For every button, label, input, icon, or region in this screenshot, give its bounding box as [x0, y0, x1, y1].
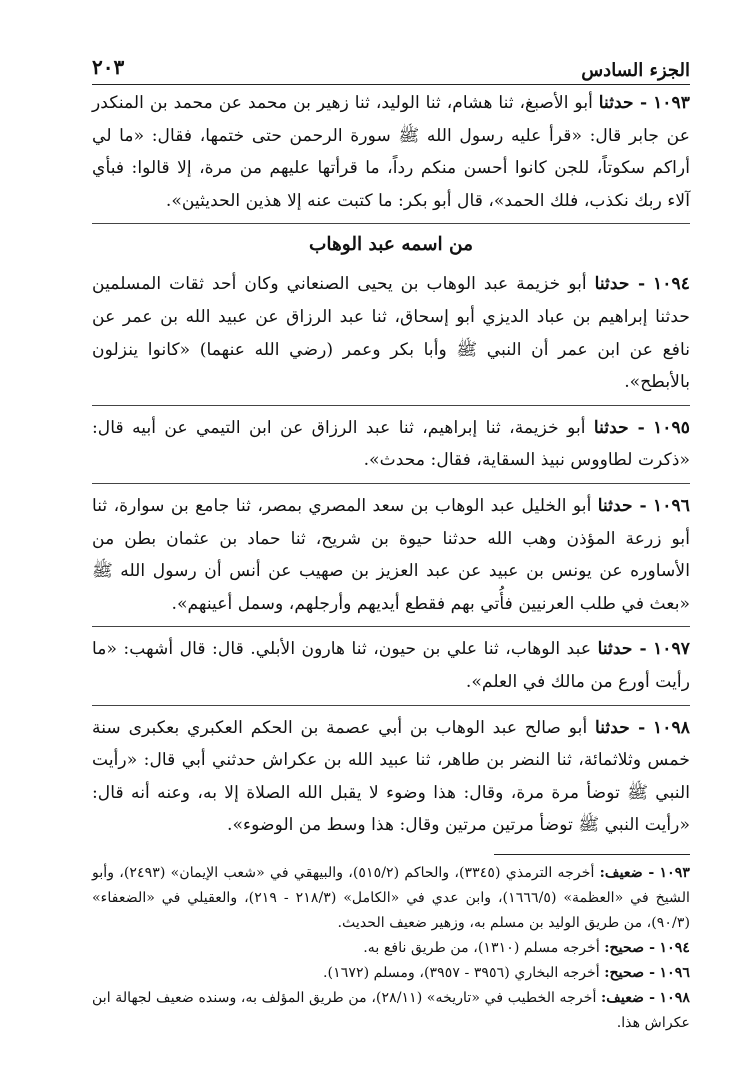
volume-title: الجزء السادس — [581, 60, 690, 81]
hadith-lead: حدثنا — [593, 417, 629, 438]
footnote-grade: ضعيف: — [599, 864, 643, 881]
hadith-lead: حدثنا — [597, 495, 633, 516]
page-number: ٢٠٣ — [92, 55, 125, 79]
hadith-1097: ١٠٩٧ - حدثنا عبد الوهاب، ثنا علي بن حيون، ثنا هارون الأبلي. قال: قال أشهب: «ما رأيت أورع من مالك في العلم». — [92, 627, 690, 705]
footnote-text: أخرجه البخاري (٣٩٥٦ - ٣٩٥٧)، ومسلم (١٦٧٢). — [323, 964, 600, 981]
hadith-number: ١٠٩٥ — [653, 417, 691, 438]
hadith-number: ١٠٩٧ — [653, 639, 690, 660]
hadith-lead: حدثنا — [598, 93, 634, 113]
hadith-number: ١٠٩٦ — [653, 495, 690, 516]
hadith-1096: ١٠٩٦ - حدثنا أبو الخليل عبد الوهاب بن سعد المصري بمصر، ثنا جامع بن سوارة، ثنا أبو زرعة المؤذن وهب الله حدثنا حيوة بن شريح، ثنا حماد بن عثمان بطن من الأساوره عن يونس بن عبيد عن عبد العزيز بن صهيب عن أنس أن رسول الله ﷺ «بعث في طلب العرنيين فأُتي بهم فقطع أيديهم وأرجلهم، وسمل أعينهم». — [92, 484, 690, 627]
hadith-lead: حدثنا — [597, 639, 633, 660]
hadith-text: أبو الخليل عبد الوهاب بن سعد المصري بمصر، ثنا جامع بن سوارة، ثنا أبو زرعة المؤذن وهب الله حدثنا حيوة بن شريح، ثنا حماد بن عثمان بطن من الأساوره عن يونس بن عبيد عن عبد العزيز بن صهيب عن أنس أن رسول الله ﷺ «بعث في طلب العرنيين فأُتي بهم فقطع أيديهم وأرجلهم، وسمل أعينهم». — [92, 495, 690, 614]
hadith-number: ١٠٩٤ — [653, 274, 690, 295]
hadith-text: عبد الوهاب، ثنا علي بن حيون، ثنا هارون الأبلي. قال: قال أشهب: «ما رأيت أورع من مالك في العلم». — [92, 639, 690, 692]
footnote-grade: ضعيف: — [600, 989, 645, 1006]
hadith-1098: ١٠٩٨ - حدثنا أبو صالح عبد الوهاب بن أبي عصمة بن الحكم العكبري بعكبرى سنة خمس وثلاثمائة، ثنا النضر بن طاهر، ثنا عبيد الله بن عكراش حدثني أبي قال: «رأيت النبي ﷺ توضأ مرة مرة، وقال: هذا وضوء لا يقبل الله الصلاة إلا به، وعنه أنه قال: «رأيت النبي ﷺ توضأ مرتين مرتين وقال: هذا وسط من الوضوء». — [92, 717, 690, 836]
footnote-divider — [494, 854, 690, 855]
section-title: من اسمه عبد الوهاب — [308, 234, 474, 256]
hadith-lead: حدثنا — [594, 274, 630, 295]
hadith-text: أبو الأصبغ، ثنا هشام، ثنا الوليد، ثنا زهير بن محمد عن محمد بن المنكدر عن جابر قال: «قرأ عليه رسول الله ﷺ سورة الرحمن حتى ختمها، فقال: «ما لي أراكم سكوتاً، للجن كانوا أحسن منكم رداً، ما قرأتها عليهم من مرة، إلا قالوا: فبأي آلاء ربك نكذب، فلك الحمد»، قال أبو بكر: ما كتبت عنه إلا هذين الحديثين». — [92, 93, 690, 211]
footnote-number: ١٠٩٤ — [659, 939, 690, 956]
hadith-text: أبو صالح عبد الوهاب بن أبي عصمة بن الحكم العكبري بعكبرى سنة خمس وثلاثمائة، ثنا النضر بن طاهر، ثنا عبيد الله بن عكراش حدثني أبي قال: «رأيت النبي ﷺ توضأ مرة مرة، وقال: هذا وضوء لا يقبل الله الصلاة إلا به، وعنه أنه قال: «رأيت النبي ﷺ توضأ مرتين مرتين وقال: هذا وسط من الوضوء». — [92, 717, 690, 836]
hadith-1094: ١٠٩٤ - حدثنا أبو خزيمة عبد الوهاب بن يحيى الصنعاني وكان أحد ثقات المسلمين حدثنا إبراهيم بن عباد الديزي أبو إسحاق، ثنا عبد الرزاق عن عبيد الله بن عمر عن نافع عن ابن عمر أن النبي ﷺ وأبا بكر وعمر (رضي الله عنهما) «كانوا ينزلون بالأبطح». — [92, 266, 690, 405]
footnote-number: ١٠٩٦ — [659, 964, 690, 981]
footnote-text: أخرجه مسلم (١٣١٠)، من طريق نافع به. — [363, 939, 600, 956]
footnote-1096: ١٠٩٦ - صحيح: أخرجه البخاري (٣٩٥٦ - ٣٩٥٧)، ومسلم (١٦٧٢). — [323, 964, 690, 981]
footnote-1094: ١٠٩٤ - صحيح: أخرجه مسلم (١٣١٠)، من طريق نافع به. — [363, 939, 690, 956]
hadith-text: أبو خزيمة عبد الوهاب بن يحيى الصنعاني وكان أحد ثقات المسلمين حدثنا إبراهيم بن عباد الديزي أبو إسحاق، ثنا عبد الرزاق عن عبيد الله بن عمر عن نافع عن ابن عمر أن النبي ﷺ وأبا بكر وعمر (رضي الله عنهما) «كانوا ينزلون بالأبطح». — [92, 274, 690, 393]
footnote-grade: صحيح: — [604, 964, 645, 981]
hadith-lead: حدثنا — [595, 717, 630, 738]
footnote-1093: ١٠٩٣ - ضعيف: أخرجه الترمذي (٣٣٤٥)، والحاكم (٥١٥/٢)، والبيهقي في «شعب الإيمان» (٢٤٩٣)، وأبو الشيخ في «العظمة» (١٦٦٦/٥)، وابن عدي في «الكامل» (٢١٨/٣ - ٢١٩)، والعقيلي في «الضعفاء» (٩٠/٣)، من طريق الوليد بن مسلم به، وزهير ضعيف الحديث. — [92, 864, 690, 931]
footnote-1098: ١٠٩٨ - ضعيف: أخرجه الخطيب في «تاريخه» (٢٨/١١)، من طريق المؤلف به، وسنده ضعيف لجهالة ابن عكراش هذا. — [92, 989, 690, 1031]
hadith-1093: ١٠٩٣ - حدثنا أبو الأصبغ، ثنا هشام، ثنا الوليد، ثنا زهير بن محمد عن محمد بن المنكدر عن جابر قال: «قرأ عليه رسول الله ﷺ سورة الرحمن حتى ختمها، فقال: «ما لي أراكم سكوتاً، للجن كانوا أحسن منكم رداً، ما قرأتها عليهم من مرة، إلا قالوا: فبأي آلاء ربك نكذب، فلك الحمد»، قال أبو بكر: ما كتبت عنه إلا هذين الحديثين». — [92, 85, 690, 224]
hadith-text: أبو خزيمة، ثنا إبراهيم، ثنا عبد الرزاق عن ابن التيمي عن أبيه قال: «ذكرت لطاووس نبيذ السقاية، فقال: محدث». — [92, 417, 690, 471]
book-page — [92, 52, 690, 1036]
footnote-grade: صحيح: — [604, 939, 645, 956]
footnote-number: ١٠٩٣ — [659, 864, 690, 881]
footnote-number: ١٠٩٨ — [659, 989, 690, 1006]
hadith-number: ١٠٩٨ — [653, 717, 690, 738]
hadith-number: ١٠٩٣ — [653, 93, 691, 113]
footnote-text: أخرجه الخطيب في «تاريخه» (٢٨/١١)، من طريق المؤلف به، وسنده ضعيف لجهالة ابن عكراش هذا. — [92, 989, 690, 1031]
page-header — [92, 52, 690, 85]
hadith-1095: ١٠٩٥ - حدثنا أبو خزيمة، ثنا إبراهيم، ثنا عبد الرزاق عن ابن التيمي عن أبيه قال: «ذكرت لطاووس نبيذ السقاية، فقال: محدث». — [92, 406, 690, 484]
footnotes — [92, 861, 690, 1036]
footnote-text: أخرجه الترمذي (٣٣٤٥)، والحاكم (٥١٥/٢)، والبيهقي في «شعب الإيمان» (٢٤٩٣)، وأبو الشيخ في «العظمة» (١٦٦٦/٥)، وابن عدي في «الكامل» (٢١٨/٣ - ٢١٩)، والعقيلي في «الضعفاء» (٩٠/٣)، من طريق الوليد بن مسلم به، وزهير ضعيف الحديث. — [92, 864, 690, 931]
